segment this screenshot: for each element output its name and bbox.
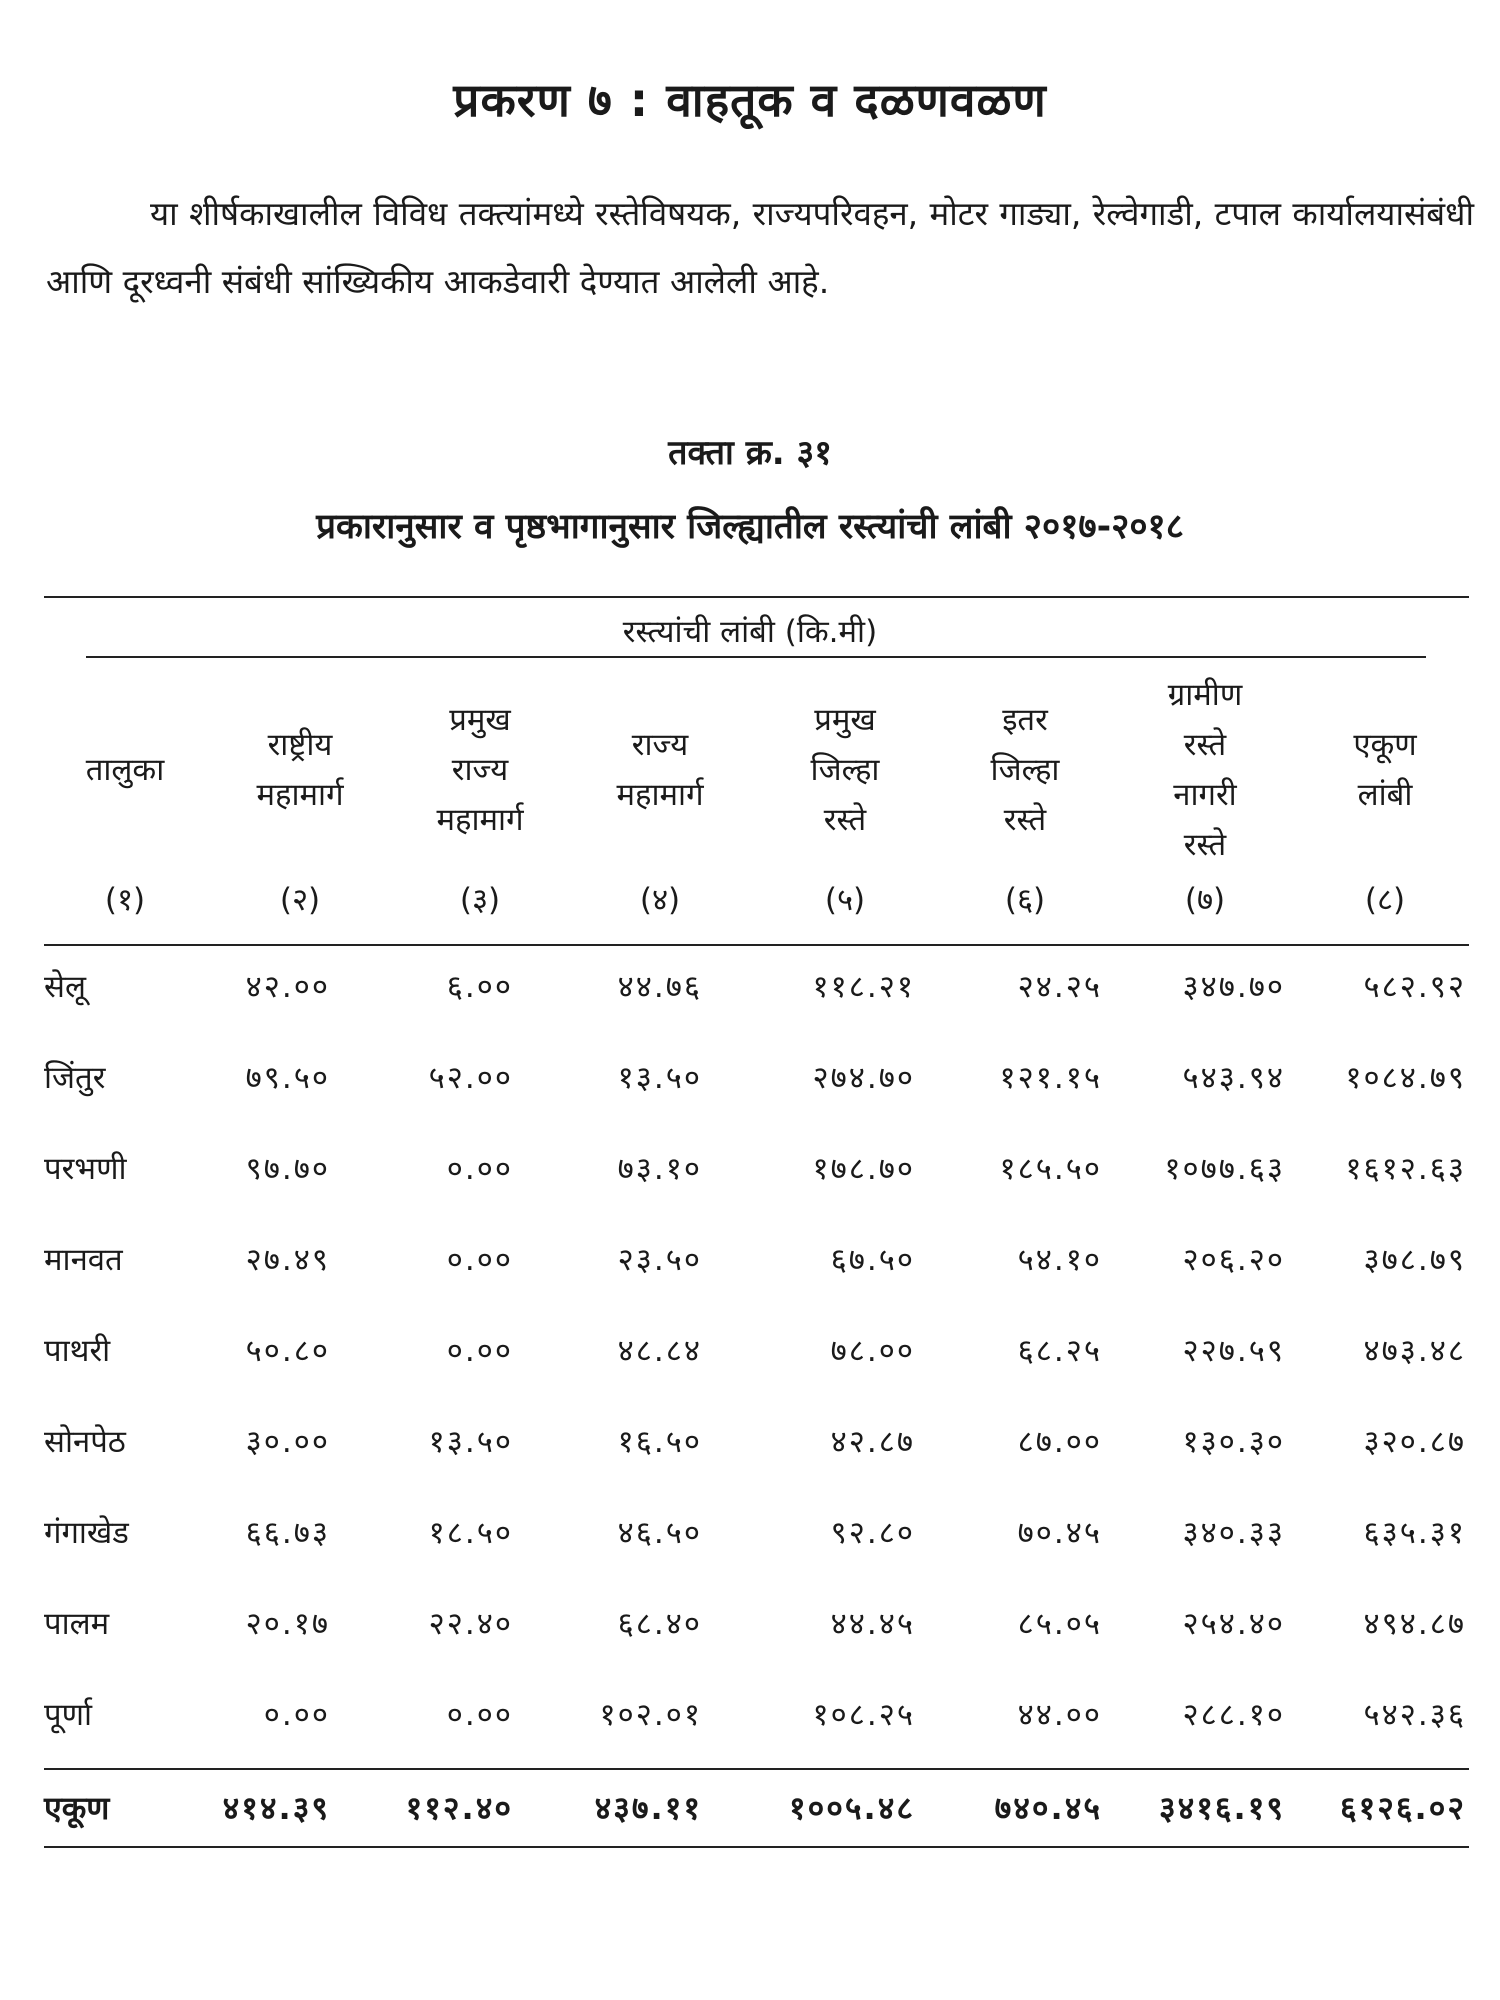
table-row xyxy=(0,1225,1500,1295)
table-number: तक्ता क्र. ३१ xyxy=(668,433,832,473)
road-length-cell: १८.५० xyxy=(428,1515,513,1551)
road-length-cell: ५४३.९४ xyxy=(1182,1060,1285,1096)
road-length-cell: ६३५.३१ xyxy=(1363,1515,1466,1551)
total-top-rule xyxy=(44,1768,1469,1770)
road-length-cell: ६७.५० xyxy=(830,1242,915,1278)
taluka-name: पालम xyxy=(44,1606,110,1642)
table-row xyxy=(0,1407,1500,1477)
column-header-major-district-roads: प्रमुख जिल्हा रस्ते xyxy=(810,702,880,838)
column-number: (४) xyxy=(639,882,681,918)
road-length-cell: ०.०० xyxy=(446,1333,513,1369)
road-length-cell: १०८४.७९ xyxy=(1345,1060,1466,1096)
road-length-cell: ४४.७६ xyxy=(617,969,702,1005)
column-number: (३) xyxy=(459,882,501,918)
road-length-cell: १८५.५० xyxy=(999,1151,1102,1187)
road-length-cell: २८८.१० xyxy=(1182,1697,1285,1733)
column-number: (५) xyxy=(824,882,866,918)
taluka-name: पाथरी xyxy=(44,1333,111,1369)
road-length-cell: ३४७.७० xyxy=(1182,969,1285,1005)
table-caption: प्रकारानुसार व पृष्ठभागानुसार जिल्ह्यातील रस्त्यांची लांबी २०१७-२०१८ xyxy=(316,507,1184,547)
table-row xyxy=(0,1043,1500,1113)
road-length-cell: ४३७.११ xyxy=(594,1789,702,1827)
table-row xyxy=(0,1316,1500,1386)
group-header-rule xyxy=(86,656,1426,658)
road-length-cell: ६.०० xyxy=(446,969,513,1005)
road-length-cell: ४७३.४८ xyxy=(1363,1333,1466,1369)
road-length-cell: २७४.७० xyxy=(812,1060,915,1096)
table-row xyxy=(0,1680,1500,1750)
road-length-cell: ११२.४० xyxy=(405,1789,513,1827)
road-length-cell: १६.५० xyxy=(617,1424,702,1460)
column-number: (७) xyxy=(1184,882,1226,918)
column-header-state-highway: राज्य महामार्ग xyxy=(616,727,704,813)
header-bottom-rule xyxy=(44,944,1469,946)
road-length-cell: ४८.८४ xyxy=(617,1333,702,1369)
road-length-cell: २०.१७ xyxy=(245,1606,330,1642)
table-row xyxy=(0,952,1500,1022)
table-row xyxy=(0,1498,1500,1568)
taluka-name: पूर्णा xyxy=(44,1697,93,1733)
road-length-cell: ०.०० xyxy=(446,1151,513,1187)
column-number: (२) xyxy=(279,882,321,918)
taluka-name: मानवत xyxy=(44,1242,123,1278)
road-length-cell: ४६.५० xyxy=(617,1515,702,1551)
road-length-cell: २३.५० xyxy=(617,1242,702,1278)
column-header-rural-urban-roads: ग्रामीण रस्ते नागरी रस्ते xyxy=(1167,677,1243,863)
column-header-major-state-highway: प्रमुख राज्य महामार्ग xyxy=(436,702,524,838)
road-length-cell: १०२.०१ xyxy=(599,1697,702,1733)
column-number: (६) xyxy=(1004,882,1046,918)
road-length-cell: ५२.०० xyxy=(428,1060,513,1096)
road-length-cell: ५०.८० xyxy=(245,1333,330,1369)
road-length-cell: ४४.४५ xyxy=(830,1606,915,1642)
road-length-cell: ७०.४५ xyxy=(1017,1515,1102,1551)
road-length-cell: ६६.७३ xyxy=(245,1515,330,1551)
road-length-cell: ९७.७० xyxy=(245,1151,330,1187)
chapter-title: प्रकरण ७ : वाहतूक व दळणवळण xyxy=(453,73,1047,127)
road-length-cell: ३४०.३३ xyxy=(1182,1515,1285,1551)
road-length-cell: ८५.०५ xyxy=(1017,1606,1102,1642)
road-length-cell: ९२.८० xyxy=(830,1515,915,1551)
road-length-cell: ३२०.८७ xyxy=(1363,1424,1466,1460)
table-bottom-rule xyxy=(44,1846,1469,1848)
column-header-national-highway: राष्ट्रीय महामार्ग xyxy=(256,727,344,813)
table-row xyxy=(0,1134,1500,1204)
road-length-cell: २५४.४० xyxy=(1182,1606,1285,1642)
road-length-cell: ४१४.३९ xyxy=(222,1789,330,1827)
road-length-cell: १०८.२५ xyxy=(812,1697,915,1733)
table-total-row xyxy=(0,1773,1500,1843)
road-length-cell: ३७८.७९ xyxy=(1363,1242,1466,1278)
taluka-name: जिंतुर xyxy=(44,1060,106,1096)
road-length-cell: ३४१६.१९ xyxy=(1159,1789,1285,1827)
road-length-cell: ७९.५० xyxy=(245,1060,330,1096)
road-length-cell: ७४०.४५ xyxy=(994,1789,1102,1827)
road-length-cell: ०.०० xyxy=(263,1697,330,1733)
road-length-cell: ०.०० xyxy=(446,1697,513,1733)
road-length-cell: १३०.३० xyxy=(1182,1424,1285,1460)
table-top-rule xyxy=(44,596,1469,598)
taluka-name: परभणी xyxy=(44,1151,127,1187)
road-length-cell: ७८.०० xyxy=(830,1333,915,1369)
intro-paragraph: या शीर्षकाखालील विविध तक्त्यांमध्ये रस्तेविषयक, राज्यपरिवहन, मोटर गाड्या, रेल्वेगाडी, टपाल कार्यालयासंबंधी आणि दूरध्वनी संबंधी सांख्यिकीय आकडेवारी देण्यात आलेली आहे. xyxy=(46,194,1474,301)
table-row xyxy=(0,1589,1500,1659)
road-length-cell: ६१२६.०२ xyxy=(1340,1789,1466,1827)
road-length-cell: ४४.०० xyxy=(1017,1697,1102,1733)
road-length-cell: ८७.०० xyxy=(1017,1424,1102,1460)
road-length-cell: ३०.०० xyxy=(245,1424,330,1460)
road-length-cell: १६१२.६३ xyxy=(1345,1151,1466,1187)
road-length-cell: २४.२५ xyxy=(1017,969,1102,1005)
road-length-cell: ६८.२५ xyxy=(1017,1333,1102,1369)
road-length-cell: १२१.१५ xyxy=(999,1060,1102,1096)
road-length-cell: १७८.७० xyxy=(812,1151,915,1187)
road-length-cell: १००५.४८ xyxy=(789,1789,915,1827)
road-length-cell: २७.४९ xyxy=(245,1242,330,1278)
column-header-other-district-roads: इतर जिल्हा रस्ते xyxy=(990,702,1060,838)
road-length-cell: २२.४० xyxy=(428,1606,513,1642)
road-length-cell: १३.५० xyxy=(617,1060,702,1096)
road-length-cell: १०७७.६३ xyxy=(1164,1151,1285,1187)
column-number: (१) xyxy=(104,882,146,918)
taluka-name: गंगाखेड xyxy=(44,1515,129,1551)
road-length-cell: ७३.१० xyxy=(617,1151,702,1187)
road-length-cell: ४२.८७ xyxy=(830,1424,915,1460)
road-length-cell: २२७.५९ xyxy=(1182,1333,1285,1369)
road-length-cell: ४२.०० xyxy=(245,969,330,1005)
road-length-cell: ५८२.९२ xyxy=(1363,969,1466,1005)
column-header-taluka: तालुका xyxy=(85,752,165,788)
column-header-total-length: एकूण लांबी xyxy=(1353,727,1417,813)
column-number: (८) xyxy=(1364,882,1406,918)
road-length-cell: ६८.४० xyxy=(617,1606,702,1642)
table-group-header: रस्त्यांची लांबी (कि.मी) xyxy=(622,614,878,650)
taluka-name: सोनपेठ xyxy=(44,1424,126,1460)
road-length-cell: ४९४.८७ xyxy=(1363,1606,1466,1642)
road-length-cell: ०.०० xyxy=(446,1242,513,1278)
taluka-name: सेलू xyxy=(44,969,86,1005)
road-length-cell: ५४.१० xyxy=(1017,1242,1102,1278)
road-length-cell: २०६.२० xyxy=(1182,1242,1285,1278)
road-length-cell: ११८.२१ xyxy=(812,969,915,1005)
total-label: एकूण xyxy=(44,1789,110,1827)
road-length-cell: ५४२.३६ xyxy=(1363,1697,1466,1733)
road-length-cell: १३.५० xyxy=(428,1424,513,1460)
